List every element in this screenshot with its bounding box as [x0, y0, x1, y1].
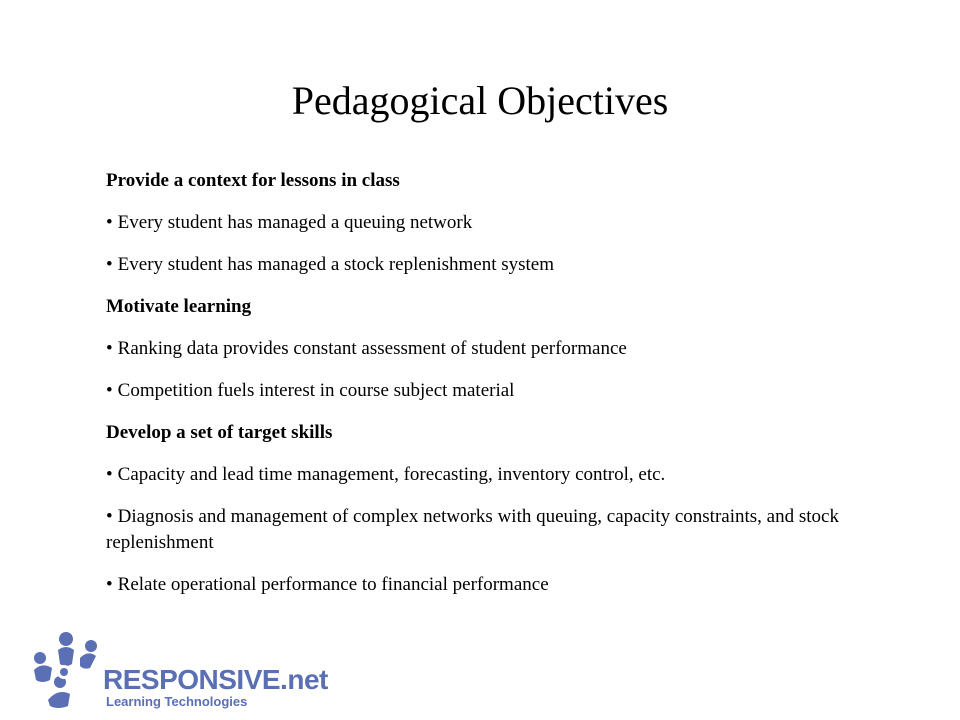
slide-title: Pedagogical Objectives — [291, 78, 669, 123]
people-cluster-icon — [30, 630, 110, 710]
bullet-item — [106, 462, 846, 488]
bullet-glyph: • — [106, 380, 113, 401]
logo-tagline: Learning Technologies — [106, 694, 248, 709]
bullet-item — [106, 252, 846, 278]
bullet-glyph: • — [106, 338, 113, 359]
bullet-text: Ranking data provides constant assessment of student performance — [117, 338, 627, 359]
bullet-item — [106, 336, 846, 362]
bullet-text: Relate operational performance to financial performance — [117, 574, 549, 595]
section-heading: Provide a context for lessons in class — [106, 170, 400, 191]
bullet-item — [106, 504, 846, 556]
responsive-net-logo — [30, 630, 328, 710]
section-heading: Motivate learning — [106, 296, 252, 317]
section-heading: Develop a set of target skills — [106, 422, 333, 443]
bullet-glyph: • — [106, 506, 113, 527]
bullet-text: Capacity and lead time management, forecasting, inventory control, etc. — [117, 464, 666, 485]
bullet-text: Every student has managed a queuing network — [117, 212, 473, 233]
bullet-glyph: • — [106, 464, 113, 485]
bullet-glyph: • — [106, 212, 113, 233]
bullet-item — [106, 210, 846, 236]
bullet-text: Every student has managed a stock replenishment system — [117, 254, 555, 275]
slide-content — [106, 168, 846, 614]
bullet-item — [106, 378, 846, 404]
bullet-text: Competition fuels interest in course subject material — [117, 380, 515, 401]
logo-wordmark — [103, 665, 328, 709]
bullet-glyph: • — [106, 254, 113, 275]
bullet-text: Diagnosis and management of complex networks with queuing, capacity constraints, and stock replenishment — [106, 506, 839, 553]
bullet-item — [106, 572, 846, 598]
logo-brand: RESPONSIVE.net — [103, 664, 328, 695]
bullet-glyph: • — [106, 574, 113, 595]
